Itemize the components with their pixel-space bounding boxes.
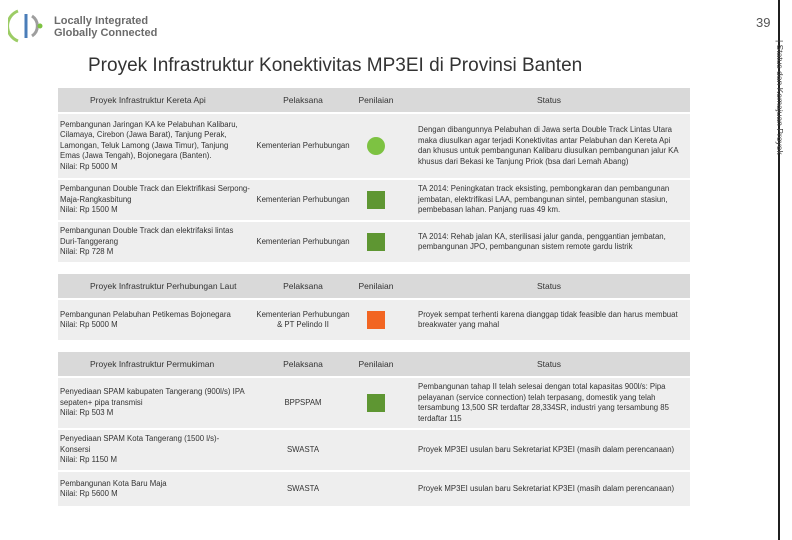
- header-rating: Penilaian: [358, 358, 394, 369]
- rating-cell: [352, 222, 400, 262]
- status-cell: TA 2014: Peningkatan track eksisting, pembongkaran dan pembangunan jembatan, elektrifikasi LAA, pembangunan sintel, pembangunan stasiun, pembebasan lahan. Panjang ruas 49 km.: [418, 184, 670, 215]
- rating-cell: [352, 300, 400, 340]
- header-executor: Pelaksana: [283, 280, 323, 291]
- rating-cell: [352, 378, 400, 428]
- table-row: [58, 472, 690, 506]
- executor-cell: Kementerian Perhubungan: [256, 140, 350, 150]
- table-row: [58, 378, 690, 428]
- project-cell: Pembangunan Jaringan KA ke Pelabuhan Kalibaru, Cilamaya, Cirebon (Jawa Barat), Tanjung Perak, Lamongan, Teluk Lamong (Jawa Timur), Tanjung Emas (Jawa Tengah), Bojonegara (Banten). Nilai: Rp 5000 M: [60, 119, 238, 171]
- executor-cell: Kementerian Perhubungan: [256, 194, 350, 204]
- page-number: 39: [756, 15, 771, 30]
- rating-square-indicator: [367, 394, 385, 412]
- rating-circle-indicator: [367, 137, 385, 155]
- section-header-kereta-api: [58, 88, 690, 112]
- header-project: Proyek Infrastruktur Perhubungan Laut: [90, 280, 237, 291]
- executor-cell: SWASTA: [286, 483, 320, 493]
- rating-square-indicator: [367, 311, 385, 329]
- executor-cell: Kementerian Perhubungan: [256, 236, 350, 246]
- table-row: [58, 180, 690, 220]
- side-caption-text: | Status dan Kemajuan Proyek: [775, 40, 785, 155]
- header-executor: Pelaksana: [283, 94, 323, 105]
- project-cell: Pembangunan Double Track dan Elektrifikasi Serpong-Maja-Rangkasbitung Nilai: Rp 1500 M: [60, 184, 250, 215]
- section-header-permukiman: [58, 352, 690, 376]
- header-status: Status: [536, 94, 562, 105]
- table-row: [58, 430, 690, 470]
- header-rating: Penilaian: [358, 94, 394, 105]
- rating-cell: [352, 430, 400, 470]
- status-cell: TA 2014: Rehab jalan KA, sterilisasi jalur ganda, penggantian jembatan, pembangunan JPO, pembangunan sistem remote gardu listrik: [418, 231, 666, 251]
- table-row: [58, 300, 690, 340]
- header-status: Status: [536, 280, 562, 291]
- section-header-perhubungan-laut: [58, 274, 690, 298]
- table-row: [58, 222, 690, 262]
- project-cell: Pembangunan Double Track dan elektrifaksi lintas Duri-Tanggerang Nilai: Rp 728 M: [60, 226, 234, 257]
- status-cell: Pembangunan tahap II telah selesai dengan total kapasitas 900l/s: Pipa pelayanan (service connection) telah terpasang, domestik yang telah tersambung 13,500 SR terdaftar 28,334SR, industri yang tersambung 85 terdaftar 115: [418, 382, 669, 423]
- project-cell: Pembangunan Pelabuhan Petikemas Bojonegara Nilai: Rp 5000 M: [60, 309, 231, 329]
- rating-cell: [352, 114, 400, 178]
- table-row: [58, 114, 690, 178]
- rating-cell: [352, 180, 400, 220]
- rating-cell: [352, 472, 400, 506]
- page-title: Proyek Infrastruktur Konektivitas MP3EI di Provinsi Banten: [88, 55, 583, 76]
- executor-cell: BPPSPAM: [284, 397, 322, 407]
- executor-cell: Kementerian Perhubungan & PT Pelindo II: [256, 309, 350, 329]
- project-cell: Penyediaan SPAM Kota Tangerang (1500 l/s)- Konsersi Nilai: Rp 1150 M: [60, 434, 220, 465]
- side-caption: [773, 40, 787, 190]
- header-project: Proyek Infrastruktur Permukiman: [90, 358, 215, 369]
- lic-logo-mark-icon: [8, 8, 46, 44]
- logo-tagline: [54, 15, 157, 39]
- status-cell: Proyek MP3EI usulan baru Sekretariat KP3EI (masih dalam perencanaan): [418, 444, 675, 454]
- status-cell: Dengan dibangunnya Pelabuhan di Jawa serta Double Track Lintas Utara maka diusulkan agar terjadi Konektivitas antar Pelabuhan dan Kereta Api dan khusus untuk pembangunan Kalibaru diusulkan pembangunan jalur KA khusus dari Bekasi ke Tanjung Priok (bsa dari Lemah Abang): [418, 125, 679, 166]
- project-cell: Pembangunan Kota Baru Maja Nilai: Rp 5600 M: [60, 478, 167, 498]
- header-status: Status: [536, 358, 562, 369]
- header-project: Proyek Infrastruktur Kereta Api: [90, 94, 206, 105]
- header-rating: Penilaian: [358, 280, 394, 291]
- rating-square-indicator: [367, 191, 385, 209]
- executor-cell: SWASTA: [286, 444, 320, 454]
- logo-line-1: Locally Integrated: [54, 15, 149, 27]
- brand-logo: [8, 8, 168, 44]
- logo-line-2: Globally Connected: [54, 27, 158, 39]
- status-cell: Proyek MP3EI usulan baru Sekretariat KP3EI (masih dalam perencanaan): [418, 483, 675, 493]
- status-cell: Proyek sempat terhenti karena dianggap tidak feasible dan harus membuat breakwater yang mahal: [418, 309, 678, 329]
- project-cell: Penyediaan SPAM kabupaten Tangerang (900l/s) IPA sepaten+ pipa transmisi Nilai: Rp 503 M: [60, 387, 245, 418]
- rating-square-indicator: [367, 233, 385, 251]
- header-executor: Pelaksana: [283, 358, 323, 369]
